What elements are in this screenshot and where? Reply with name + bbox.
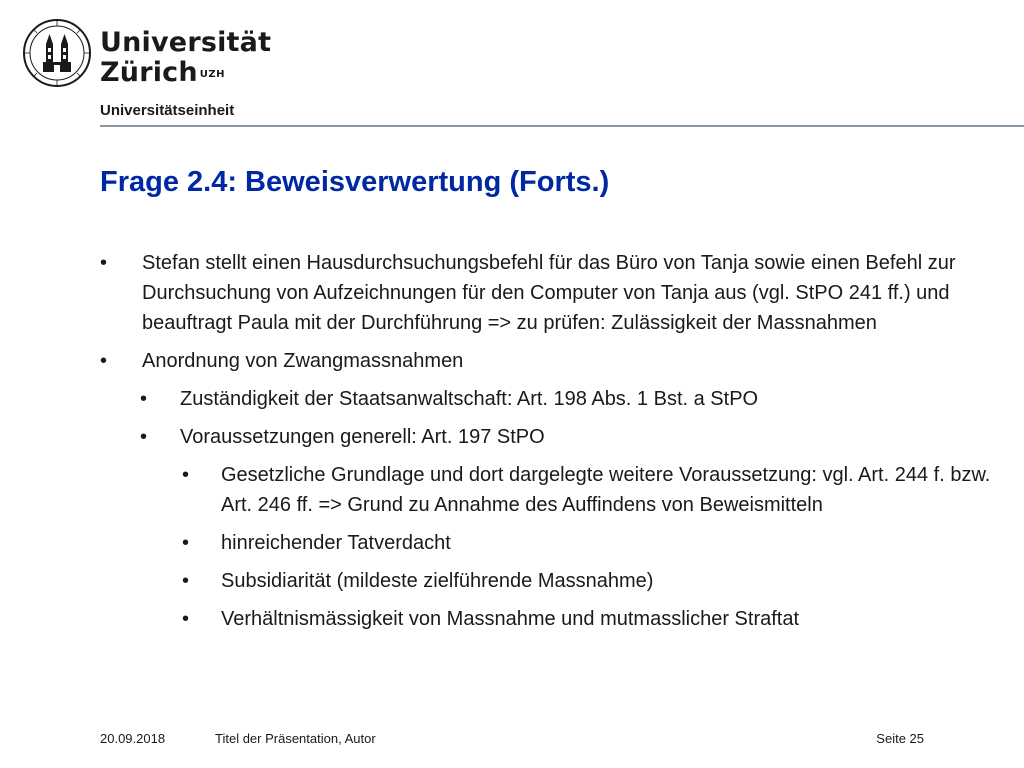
bullet-text: Subsidiarität (mildeste zielführende Massnahme) <box>221 570 654 592</box>
bullet-icon: • <box>182 608 190 630</box>
slide-title: Frage 2.4: Beweisverwertung (Forts.) <box>100 166 610 198</box>
header-divider <box>100 125 1024 127</box>
bullet-text: Anordnung von Zwangmassnahmen <box>142 350 464 372</box>
bullet-text: Verhältnismässigkeit von Massnahme und mutmasslicher Straftat <box>221 608 800 630</box>
bullet-text: Zuständigkeit der Staatsanwaltschaft: Art. 198 Abs. 1 Bst. a StPO <box>180 388 759 410</box>
footer-presentation-title: Titel der Präsentation, Autor <box>215 731 376 746</box>
sub-sub-bullet-item <box>100 566 1000 596</box>
sub-bullet-item <box>100 384 1000 414</box>
sub-sub-bullet-item <box>100 460 1000 520</box>
bullet-text: Gesetzliche Grundlage und dort dargelegte weitere Voraussetzung: vgl. Art. 244 f. bzw. Art. 246 ff. => Grund zu Annahme des Auffindens von Beweismitteln <box>221 464 991 516</box>
university-logo-text <box>100 28 271 88</box>
bullet-icon: • <box>100 252 108 274</box>
logo-superscript: UZH <box>199 69 226 80</box>
footer-page-number: Seite 25 <box>876 731 924 746</box>
logo-line-1: Universität <box>100 27 272 58</box>
slide-content <box>100 248 1000 642</box>
bullet-icon: • <box>140 426 148 448</box>
bullet-text: Voraussetzungen generell: Art. 197 StPO <box>180 426 545 448</box>
bullet-icon: • <box>100 350 108 372</box>
sub-sub-bullet-item <box>100 528 1000 558</box>
footer-date: 20.09.2018 <box>100 731 166 746</box>
bullet-icon: • <box>182 570 190 592</box>
logo-line-2-text: Zürich <box>100 57 198 88</box>
bullet-icon: • <box>140 388 148 410</box>
bullet-item <box>100 248 1000 338</box>
bullet-text: hinreichender Tatverdacht <box>221 532 451 554</box>
sub-bullet-item <box>100 422 1000 452</box>
sub-sub-bullet-item <box>100 604 1000 634</box>
bullet-item <box>100 346 1000 376</box>
bullet-text: Stefan stellt einen Hausdurchsuchungsbefehl für das Büro von Tanja sowie einen Befehl zur Durchsuchung von Aufzeichnungen für den Computer von Tanja aus (vgl. StPO 241 ff.) und beauftragt Paula mit der Durchführung => zu prüfen: Zulässigkeit der Massnahmen <box>142 252 956 334</box>
bullet-icon: • <box>182 464 190 486</box>
logo-line-2 <box>100 58 271 88</box>
bullet-icon: • <box>182 532 190 554</box>
university-seal-icon <box>22 18 92 88</box>
unit-label: Universitätseinheit <box>100 102 235 119</box>
